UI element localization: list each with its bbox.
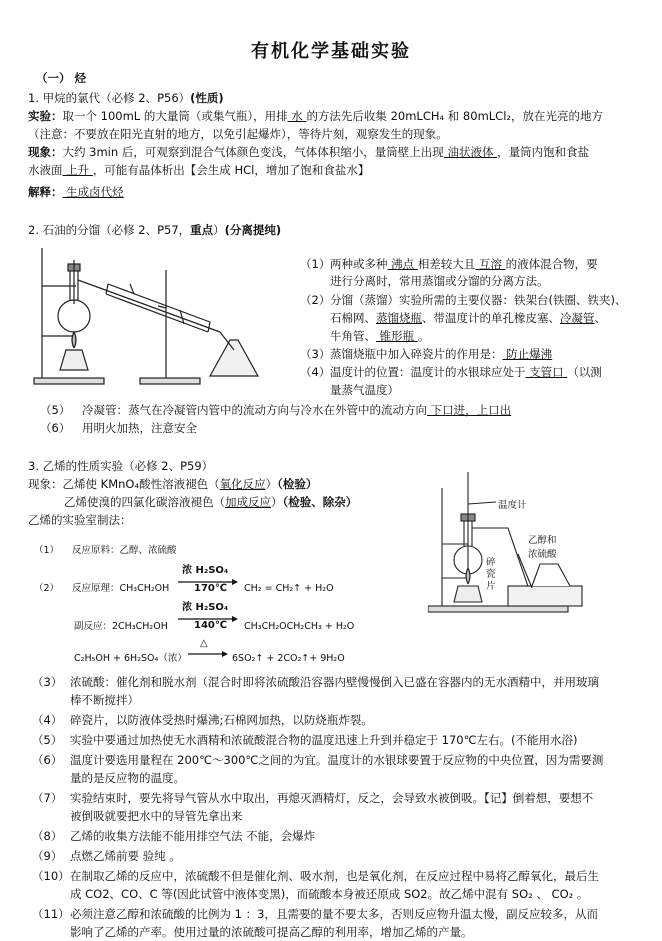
distillation-apparatus-figure bbox=[30, 240, 280, 390]
s2-list-4-m: （以测 bbox=[567, 365, 602, 379]
phenomenon-text-1a: 大约 3min 后，可观察到混合气体颜色变浅，气体体积缩小，量筒壁上出现 bbox=[62, 145, 444, 159]
s2-list-1-m: 相差较大且 bbox=[417, 257, 476, 271]
phenomenon-blank-2: 上升 bbox=[62, 163, 93, 177]
note-number: （5） bbox=[32, 733, 63, 747]
note-number: （4） bbox=[32, 713, 63, 727]
item2-key: 重点 bbox=[190, 223, 214, 237]
s2-list-1-blank2: 互溶 bbox=[475, 257, 506, 271]
s3-phenomenon-2 bbox=[64, 494, 357, 511]
s2-list-2-num: （2） bbox=[300, 293, 331, 307]
phenomenon-text-2b: ，可能有晶体析出【会生成 HCl，增加了饱和食盐水】 bbox=[92, 163, 370, 177]
item3-heading: 3. 乙烯的性质实验（必修 2、P59） bbox=[28, 459, 214, 473]
note-line: 实验中要通过加热使无水酒精和浓硫酸混合物的温度迅速上升到并稳定于 170℃左右。(不能用水浴) bbox=[70, 733, 578, 747]
note-line: 点燃乙烯前要 验纯 。 bbox=[70, 849, 181, 863]
s3-side-reaction: 副反应：2CH₃CH₂OH bbox=[74, 621, 168, 632]
s2-list-1 bbox=[300, 256, 330, 273]
s3-r2-text: 反应原理：CH₃CH₂OH bbox=[72, 583, 170, 594]
s3-r3-left: C₂H₅OH + 6H₂SO₄（浓） bbox=[74, 653, 187, 664]
note-number: （7） bbox=[32, 791, 63, 805]
s2-item5-blank: 下口进，上口出 bbox=[427, 403, 512, 417]
fig-label-chip: 碎 bbox=[486, 557, 496, 568]
note-number: （8） bbox=[32, 829, 63, 843]
s2-list-2-cont-c: 、 bbox=[594, 311, 606, 325]
note-number: （6） bbox=[32, 753, 63, 767]
fig-label-chip-3: 片 bbox=[486, 581, 496, 592]
s2-item5-text: 冷凝管：蒸气在冷凝管内管中的流动方向与冷水在外管中的流动方向 bbox=[82, 403, 427, 417]
s2-list-2-cont-m: 、带温度计的单孔橡皮塞、 bbox=[422, 311, 560, 325]
note-line: 实验结束时，要先将导气管从水中取出，再熄灭酒精灯，反之，会导致水被倒吸。【记】倒着想，要想不 bbox=[70, 791, 594, 805]
s3-r1-text: 反应原料：乙醇、浓硫酸 bbox=[72, 545, 177, 556]
s3-r3-arrow bbox=[188, 650, 228, 658]
s2-list-2-cont2-m: 。 bbox=[417, 329, 430, 343]
s3-phen1-a: 乙烯使 KMnO₄酸性溶液褪色（ bbox=[62, 477, 220, 491]
s2-list-2-cont2 bbox=[330, 328, 429, 345]
s2-list-2-blank1: 蒸馏烧瓶 bbox=[376, 311, 422, 325]
note-line: 影响了乙烯的产率。使用过量的浓硫酸可提高乙醇的利用率，增加乙烯的产量。 bbox=[70, 925, 473, 939]
note-line: 棒不断搅拌） bbox=[70, 693, 139, 707]
experiment-text-1b: 的方法先后收集 20mLCH₄ 和 80mLCl₂，放在光亮的地方 bbox=[306, 109, 604, 123]
phenomenon-line-2 bbox=[28, 162, 369, 179]
note-line: 被倒吸就要把水中的导管先拿出来 bbox=[70, 809, 243, 823]
note-line: 乙烯的收集方法能不能用排空气法 不能，会爆炸 bbox=[70, 829, 316, 843]
s2-list-1-num: （1） bbox=[300, 257, 331, 271]
note-line: 温度计要选用量程在 200℃～300℃之间的为宜。温度计的水银球要置于反应物的中央位置，因为需要测 bbox=[70, 753, 604, 767]
s3-r1 bbox=[34, 544, 177, 558]
s3-side-cond-top: 浓 H₂SO₄ bbox=[182, 602, 229, 613]
phenomenon-label: 现象： bbox=[28, 145, 63, 159]
s3-r1-num: （1） bbox=[34, 545, 60, 556]
s3-phenomenon-1 bbox=[28, 476, 317, 493]
note-number: （3） bbox=[32, 675, 63, 689]
s3-r2-num: （2） bbox=[34, 583, 60, 594]
s3-phen1-b: ） bbox=[265, 477, 278, 491]
s3-side-product: CH₃CH₂OCH₂CH₃ + H₂O bbox=[244, 621, 355, 632]
s3-lab-prep: 乙烯的实验室制法： bbox=[28, 513, 132, 527]
experiment-line-2: （注意：不要放在阳光直射的地方，以免引起爆炸），等待片刻，观察发生的现象。 bbox=[28, 127, 448, 141]
s2-list-2-cont-a: 石棉网、 bbox=[330, 311, 376, 325]
s2-list-4-blank: 支管口 bbox=[525, 365, 568, 379]
explanation-label: 解释： bbox=[28, 185, 63, 199]
item2-text: 2. 石油的分馏（必修 2、P57， bbox=[28, 223, 191, 237]
experiment-text-1a: 取一个 100mL 的大量筒（或集气瓶），用排 bbox=[62, 109, 288, 123]
item2-tag: (分离提纯) bbox=[224, 223, 282, 237]
item1-heading bbox=[28, 90, 224, 107]
fig-label-chip-2: 瓷 bbox=[486, 569, 496, 580]
note-number: （9） bbox=[32, 849, 63, 863]
s3-r2 bbox=[34, 582, 169, 596]
s3-phen1-tag: （检验） bbox=[277, 477, 318, 491]
s2-list-1-c: 的液体混合物，要 bbox=[505, 257, 598, 271]
s2-list-4-cont: 量蒸气温度） bbox=[330, 383, 399, 397]
s3-phen2-blank: 加成反应 bbox=[225, 495, 271, 509]
ethylene-apparatus-figure bbox=[428, 468, 618, 618]
note-line: 必须注意乙醇和浓硫酸的比例为 1 ：3，且需要的量不要太多，否则反应物升温太慢，副反应较多，从而 bbox=[70, 907, 598, 921]
note-line: 量的是反应物的温度。 bbox=[70, 771, 185, 785]
explanation-blank: 生成卤代烃 bbox=[62, 185, 124, 199]
s3-r3-product: 6SO₂↑ + 2CO₂↑+ 9H₂O bbox=[232, 653, 345, 664]
note-line: 浓硫酸：催化剂和脱水剂（混合时即将浓硫酸沿容器内壁慢慢倒入已盛在容器内的无水酒精中，并用玻璃 bbox=[70, 675, 599, 689]
s2-item6-text: 用明火加热，注意安全 bbox=[82, 421, 197, 435]
s2-list-3-text bbox=[330, 346, 552, 363]
section-heading-hydrocarbons: （一） 烃 bbox=[36, 71, 87, 85]
s2-item6-num: （6） bbox=[40, 421, 71, 435]
fig-label-thermometer: 温度计 bbox=[498, 500, 527, 511]
item2-heading bbox=[28, 222, 281, 239]
s2-list-4-a: 温度计的位置：温度计的水银球应处于 bbox=[330, 365, 526, 379]
s2-item5 bbox=[40, 402, 511, 419]
s3-phen1-blank: 氧化反应 bbox=[219, 477, 266, 491]
s2-list-1-cont: 进行分离时，常用蒸馏或分馏的分离方法。 bbox=[330, 274, 549, 288]
s2-item5-num: （5） bbox=[40, 403, 71, 417]
phenomenon-text-2a: 水液面 bbox=[28, 163, 63, 177]
fig-label-reagent: 乙醇和 bbox=[528, 535, 557, 546]
s3-phen2-a: 乙烯使溴的四氯化碳溶液褪色（ bbox=[64, 495, 225, 509]
fig-label-reagent-2: 浓硫酸 bbox=[528, 549, 557, 560]
s2-list-3-a: 蒸馏烧瓶中加入碎瓷片的作用是： bbox=[330, 347, 503, 361]
s2-list-1-a: 两种或多种 bbox=[330, 257, 388, 271]
explanation-line bbox=[28, 184, 124, 201]
s3-r2-product: CH₂ = CH₂↑ + H₂O bbox=[244, 583, 334, 594]
experiment-blank-1: 水 bbox=[287, 109, 307, 123]
note-line: 碎瓷片，以防液体受热时爆沸;石棉网加热，以防烧瓶炸裂。 bbox=[70, 713, 373, 727]
s2-list-4-num: （4） bbox=[300, 365, 331, 379]
phenomenon-text-1b: ，量筒内饱和食盐 bbox=[497, 145, 590, 159]
s3-phen2-b: ） bbox=[271, 495, 283, 509]
s2-list-1-text bbox=[330, 256, 598, 273]
phenomenon-blank-1: 油状液体 bbox=[443, 145, 498, 159]
item2-end: ） bbox=[213, 223, 225, 237]
s2-list-2-text: 分馏（蒸馏）实验所需的主要仪器：铁架台(铁圈、铁夹)、 bbox=[330, 293, 627, 307]
s2-list-2-blank2: 冷凝管 bbox=[560, 311, 595, 325]
note-line: 在制取乙烯的反应中，浓硫酸不但是催化剂、吸水剂，也是氧化剂，在反应过程中易将乙醇氧化，最后生 bbox=[70, 869, 599, 883]
s2-list-2-cont2-a: 牛角管、 bbox=[330, 329, 376, 343]
s3-r2-cond-bot: 170℃ bbox=[194, 583, 227, 594]
s3-phen2-tag: （检验、除杂） bbox=[282, 495, 358, 509]
item1-tag: (性质) bbox=[190, 91, 224, 105]
note-number: （10） bbox=[32, 869, 70, 883]
note-line: 成 CO2、CO、C 等(因此试管中液体变黑)，而硫酸本身被还原成 SO2。故乙烯中混有 SO₂ 、 CO₂ 。 bbox=[70, 887, 589, 901]
s3-side-cond-bot: 140℃ bbox=[194, 620, 227, 631]
s3-r3-cond: △ bbox=[200, 638, 208, 649]
s2-list-2-cont bbox=[330, 310, 606, 327]
s3-r2-cond-top: 浓 H₂SO₄ bbox=[182, 565, 229, 576]
s2-list-1-blank1: 沸点 bbox=[387, 257, 418, 271]
s2-list-2-blank3: 锥形瓶 bbox=[376, 329, 418, 343]
phenomenon-line-1 bbox=[28, 144, 589, 161]
experiment-line-1 bbox=[28, 108, 603, 125]
item1-text: 1. 甲烷的氯代（必修 2、P56） bbox=[28, 91, 191, 105]
s2-item6 bbox=[40, 420, 197, 437]
s2-list-3-blank: 防止爆沸 bbox=[502, 347, 553, 361]
note-number: （11） bbox=[32, 907, 70, 921]
experiment-label: 实验： bbox=[28, 109, 63, 123]
s3-phenomenon-label: 现象： bbox=[28, 477, 63, 491]
s2-list-3-num: （3） bbox=[300, 347, 331, 361]
document-title: 有机化学基础实验 bbox=[251, 41, 411, 62]
s2-list-4-text bbox=[330, 364, 602, 381]
